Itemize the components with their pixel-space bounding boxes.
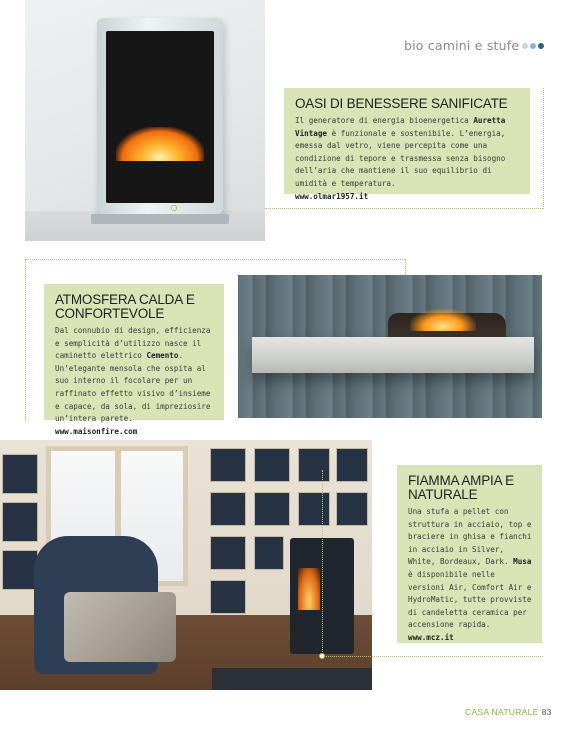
- flame-icon: [410, 309, 476, 331]
- product-name: Auretta Vintage: [295, 116, 506, 138]
- flame-icon: [116, 127, 204, 161]
- article-url[interactable]: www.mcz.it: [408, 632, 454, 642]
- product-name: Cemento: [146, 351, 179, 361]
- article-box-musa: [397, 465, 542, 643]
- page-number: 83: [541, 707, 552, 717]
- article-box-auretta: [284, 88, 530, 201]
- dot-light-icon: [522, 43, 528, 49]
- article-body: Il generatore di energia bioenergetica Auretta Vintage è funzionale e sostenibile. L’energia, emessa dal vetro, viene percepita come una condizione di tepore e trasmessa senza bisogno dell’aria che mantiene il suo equilibrio di umidità e temperatura.: [295, 116, 506, 188]
- article-title: ATMOSFERA CALDA E CONFORTEVOLE: [55, 292, 195, 321]
- section-title: bio camini e stufe: [404, 38, 520, 53]
- flame-icon: [298, 568, 320, 610]
- photo-electric-fireplace: [25, 0, 265, 241]
- dotted-line: [322, 470, 323, 656]
- photo-living-room-stove: [0, 440, 372, 690]
- article-box-cemento: [44, 284, 224, 436]
- dot-dark-icon: [538, 43, 544, 49]
- dotted-line: [322, 656, 543, 657]
- magazine-name: CASA NATURALE: [465, 707, 539, 717]
- article-title: FIAMMA AMPIA E NATURALE: [408, 473, 514, 502]
- article-title: OASI DI BENESSERE SANIFICATE: [295, 96, 508, 111]
- product-name: Musa: [513, 557, 532, 567]
- dot-medium-icon: [530, 43, 536, 49]
- article-url[interactable]: www.olmar1957.it: [295, 191, 369, 201]
- dotted-line: [265, 208, 543, 209]
- article-body: Una stufa a pellet con struttura in acciaio, top e braciere in ghisa e fianchi in acciaio in Silver, White, Bordeaux, Dark. Musa è disponibile nelle versioni Air, Comfort Air e HydroMatic, tutte provviste di candeletta ceramica per accensione rapida.: [408, 507, 532, 630]
- dotted-line: [25, 259, 405, 260]
- page-footer: [465, 707, 552, 717]
- dotted-line: [25, 259, 26, 421]
- photo-wall-mantel: [238, 275, 542, 418]
- connector-node-icon: [171, 205, 177, 211]
- connector-node-icon: [319, 653, 325, 659]
- section-dots-icon: [522, 43, 544, 49]
- article-body: Dal connubio di design, efficienza e semplicità d’utilizzo nasce il caminetto elettrico Cemento. Un’elegante mensola che ospita al suo interno il focolare per un raffinato effetto visivo d’insieme e capace, da sola, di impreziosire un’intera parete.: [55, 326, 211, 424]
- dotted-line: [543, 88, 544, 209]
- article-url[interactable]: www.maisonfire.com: [55, 426, 138, 436]
